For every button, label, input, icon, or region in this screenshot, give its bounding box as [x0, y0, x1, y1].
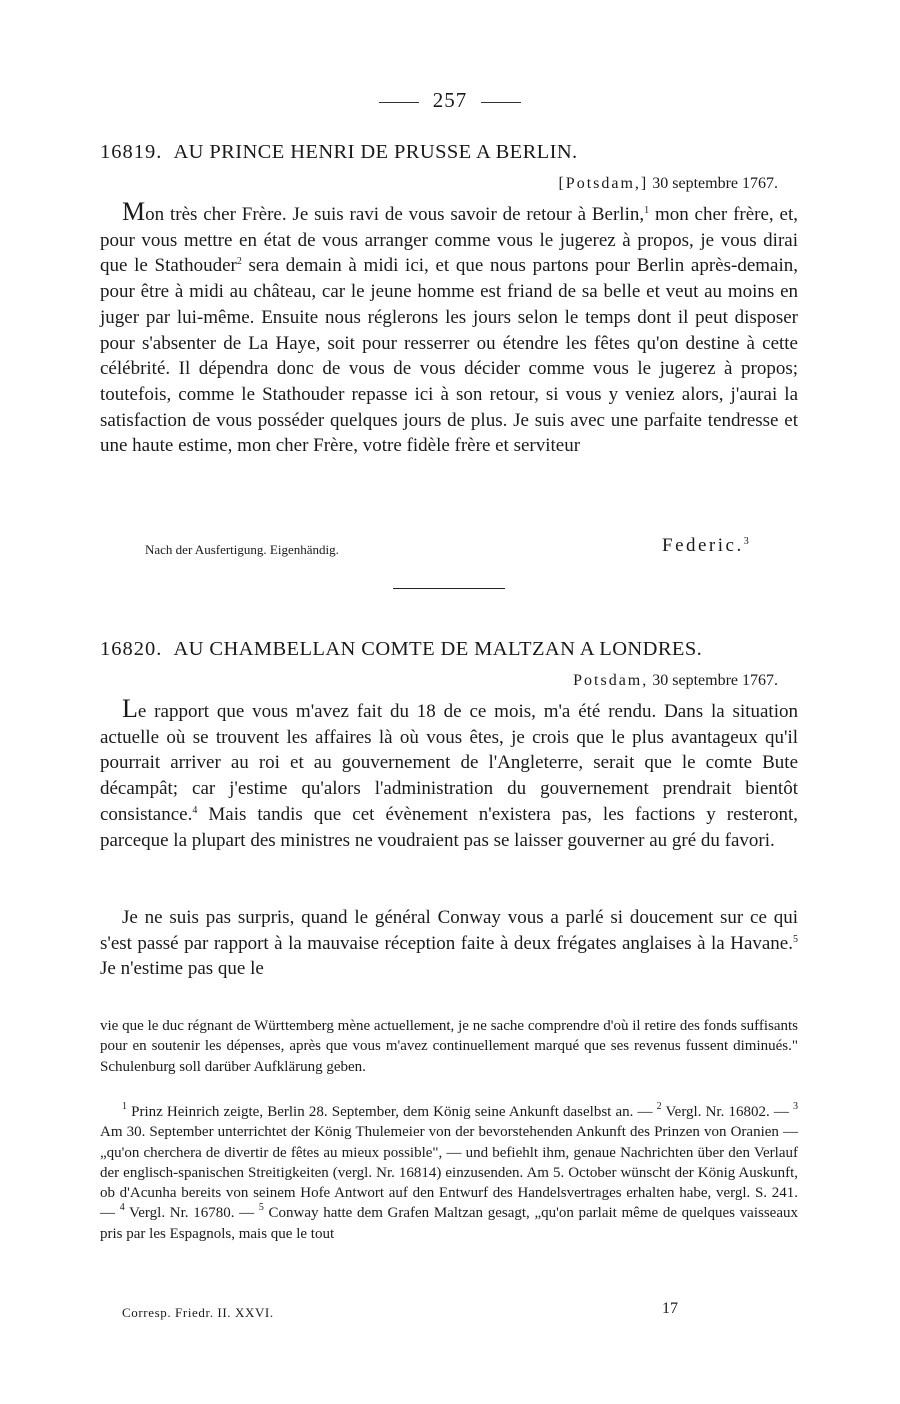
body-text: Je ne suis pas surpris, quand le général Conway vous a parlé si doucement sur ce qui s'est passé par rapport à la mauvaise réception faite à deux frégates anglaises à la Havane.: [100, 907, 798, 954]
date-text: 30 septembre 1767.: [652, 175, 778, 192]
letter-body-16819: [100, 199, 798, 459]
body-text: Mais tandis que cet évènement n'existera pas, les factions y resteront, parceque la plupart des ministres ne voudraient pas se laisser gouverner au gré du favori.: [100, 803, 798, 851]
signature: [662, 535, 751, 557]
footnote-marker: 3: [792, 1101, 798, 1112]
footnote-continuation: vie que le duc régnant de Württemberg mène actuellement, je ne sache comprendre d'où il retire des fonds suffisants pour en soutenir les dépenses, après que vous m'avez continuellement marqué que ses revenus fussent diminués." Schulenburg soll darüber Aufklärung geben.: [100, 1018, 798, 1075]
letter-addressee: AU CHAMBELLAN COMTE DE MALTZAN A LONDRES.: [173, 638, 703, 660]
footer-signature-mark: 17: [662, 1300, 678, 1317]
letter-body-16820-para-2: [100, 905, 798, 982]
signature-text: Federic.: [662, 535, 744, 556]
date-place: [Potsdam,]: [558, 175, 649, 192]
page-number: 257: [432, 88, 468, 112]
body-text: on très cher Frère. Je suis ravi de vous savoir de retour à Berlin,: [145, 204, 645, 225]
letter-dateline-16820: [573, 672, 778, 690]
footnote-ref: 5: [793, 933, 798, 945]
footnote-text: Prinz Heinrich zeigte, Berlin 28. September, dem König seine Ankunft daselbst an. —: [127, 1104, 657, 1120]
date-place: Potsdam,: [573, 672, 649, 689]
source-note: Nach der Ausfertigung. Eigenhändig.: [145, 542, 339, 557]
letter-dateline-16819: [558, 175, 778, 193]
footnote-ref: 2: [236, 256, 242, 268]
separator-rule: [393, 588, 505, 589]
footnote-ref: 3: [743, 536, 752, 547]
footnote-ref: 4: [192, 804, 198, 816]
date-text: 30 septembre 1767.: [652, 672, 778, 689]
footnote-marker: 1: [122, 1101, 127, 1112]
body-text: sera demain à midi ici, et que nous partons pour Berlin après-demain, pour être à midi au château, car le jeune homme est friand de sa belle et veut au moins en juger par lui-même. Ensuite nous réglerons les jours selon le temps dont il peut disposer pour s'absenter de La Haye, soit pour resserrer ou étendre les fêtes qu'on destine à cette célébrité. Il dépendra donc de vous de vous décider comme vous le jugerez à propos; toutefois, comme le Stathouder repasse ici à son retour, si vous y veniez alors, j'aurai la satisfaction de vous posséder quelques jours de plus. Je suis avec une parfaite tendresse et une haute estime, mon cher Frère, votre fidèle frère et serviteur: [100, 255, 798, 457]
letter-heading-16819: [100, 141, 800, 164]
body-text: e rapport que vous m'avez fait du 18 de ce mois, m'a été rendu. Dans la situation actuelle où se trouvent les affaires là où vous êtes, je crois que le plus avantageux qu'il pourrait arriver au roi et au gouvernement de l'Angleterre, serait que le comte Bute décampât; car j'estime qu'alors l'administration du gouvernement prendrait bientôt consistance.: [100, 701, 798, 825]
letter-body-16820-para-1: [100, 696, 798, 853]
body-text: Je n'estime pas que le: [100, 958, 264, 980]
letter-heading-16820: [100, 638, 800, 661]
running-head: [0, 88, 900, 113]
footnote-text: Am 30. September unterrichtet der König Thulemeier von der bevorstehenden Ankunft des Prinzen von Oranien — „qu'on cherchera de divertir de fêtes au mieux possible", — und befiehlt ihm, genaue Nachrichten über den Verlauf der englisch-spanischen Streitigkeiten (vergl. Nr. 16814) einzusenden. Am 5. October wünscht der König Auskunft, ob d'Acunha bereits von seinem Hofe Antwort auf den Entwurf des Handelsvertrages erhalten habe, vergl. S. 241. —: [100, 1124, 798, 1222]
initial-letter: L: [122, 694, 138, 723]
running-head-dash-right: [481, 102, 521, 103]
footnote-marker: 2: [656, 1101, 662, 1112]
letter-addressee: AU PRINCE HENRI DE PRUSSE A BERLIN.: [173, 141, 578, 163]
footer-collection: Corresp. Friedr. II. XXVI.: [122, 1305, 274, 1320]
letter-number: 16820.: [100, 638, 163, 660]
footnote-text: Vergl. Nr. 16802. —: [661, 1104, 793, 1120]
footnote-text: Vergl. Nr. 16780. —: [124, 1205, 259, 1222]
footnotes-block: [100, 1102, 798, 1244]
footnote-marker: 5: [258, 1202, 264, 1214]
body-text: mon cher frère, et, pour vous mettre en état de vous arranger comme vous le jugerez à propos, je vous dirai que le Stathouder: [100, 204, 798, 277]
running-head-dash-left: [379, 102, 419, 103]
footnote-marker: 4: [119, 1202, 125, 1214]
footnote-text: Conway hatte dem Grafen Maltzan gesagt, „qu'on parlait même de quelques vaisseaux pris par les Espagnols, mais que le tout: [100, 1205, 798, 1242]
letter-number: 16819.: [100, 141, 163, 163]
initial-letter: M: [122, 197, 146, 226]
footnote-ref: 1: [644, 205, 650, 216]
